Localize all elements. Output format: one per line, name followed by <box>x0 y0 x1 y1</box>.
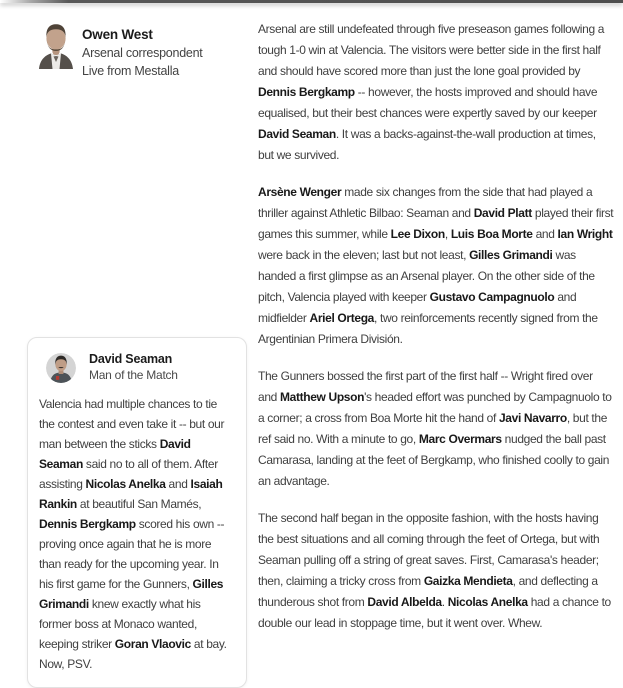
article-paragraph-3: The Gunners bossed the first part of the first half -- Wright fired over and Matthew Upson's headed effort was punched by Campagnuolo to a corner; a cross from Boa Morte hit the hand of Javi Navarro, but the ref said no. With a minute to go, Marc Overmars nudged the ball past Camarasa, landing at the feet of Bergkamp, who finished coolly to gain an advantage. <box>258 369 612 488</box>
author-role: Arsenal correspondent <box>82 46 203 60</box>
article-paragraph-1: Arsenal are still undefeated through five preseason games following a tough 1-0 win at Valencia. The visitors were better side in the first half and should have scored more than just the lone goal provided by Dennis Bergkamp -- however, the hosts improved and should have equalised, but their best chances were expertly saved by our keeper David Seaman. It was a backs-against-the-wall production at times, but we survived. <box>258 22 605 162</box>
quote-card-meta <box>89 351 178 384</box>
author-meta <box>82 21 203 80</box>
player-award-label: Man of the Match <box>89 368 178 382</box>
article-paragraph-4: The second half began in the opposite fashion, with the hosts having the best situations and all coming through the feet of Ortega, but with Seaman pulling off a string of great saves. First, Camarasa's header; then, claiming a tricky cross from Gaizka Mendieta, and deflecting a thunderous shot from David Albelda. Nicolas Anelka had a chance to double our lead in stoppage time, but it went over. Whew. <box>258 511 611 630</box>
article-paragraph-2: Arsène Wenger made six changes from the side that had played a thriller against Athletic Bilbao: Seaman and David Platt played their first games this summer, while Lee Dixon, Luis Boa Morte and Ian Wright were back in the eleven; last but not least, Gilles Grimandi was handed a first glimpse as an Arsenal player. On the other side of the pitch, Valencia played with keeper Gustavo Campagnuolo and midfielder Ariel Ortega, two reinforcements recently signed from the Argentinian Primera División. <box>258 185 614 346</box>
author-location: Live from Mestalla <box>82 64 179 78</box>
player-avatar <box>46 353 76 383</box>
man-of-the-match-card <box>27 337 247 688</box>
article-body <box>258 19 614 650</box>
author-avatar <box>36 21 76 70</box>
quote-card-header <box>46 351 235 384</box>
quote-text: Valencia had multiple chances to tie the contest and even take it -- but our man between the sticks David Seaman said no to all of them. After assisting Nicolas Anelka and Isaiah Rankin at beautiful San Mamés, Dennis Bergkamp scored his own -- proving once again that he is more than ready for the upcoming year. In his first game for the Gunners, Gilles Grimandi knew exactly what his former boss at Monaco wanted, keeping striker Goran Vlaovic at bay. Now, PSV. <box>39 397 227 671</box>
top-divider-bar <box>0 0 623 3</box>
author-block <box>36 21 203 80</box>
author-name: Owen West <box>82 27 153 42</box>
player-name: David Seaman <box>89 352 173 366</box>
